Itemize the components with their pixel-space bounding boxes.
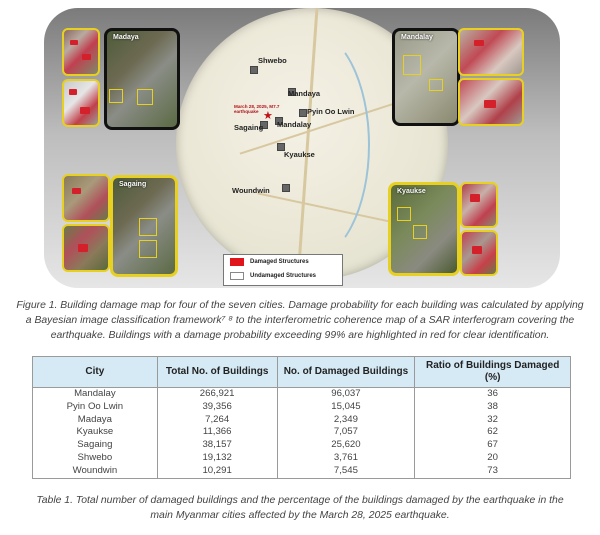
table-row: [33, 465, 571, 478]
earthquake-epicenter-icon: ★: [263, 110, 273, 122]
cell-damaged: 25,620: [277, 439, 415, 452]
cell-total: 10,291: [157, 465, 277, 478]
table-header-row: [33, 357, 571, 388]
kyaukse-panel-title: Kyaukse: [397, 188, 426, 195]
cell-ratio: 38: [415, 401, 571, 414]
cell-total: 19,132: [157, 452, 277, 465]
mandalay-inset-top: [458, 28, 524, 76]
mandalay-panel: [392, 28, 460, 126]
cell-ratio: 73: [415, 465, 571, 478]
city-label-mandaya: Mandaya: [288, 89, 321, 98]
city-label-kyaukse: Kyaukse: [284, 150, 315, 159]
header-city: City: [33, 357, 158, 388]
city-label-mandalay: Mandalay: [277, 120, 312, 129]
cell-total: 266,921: [157, 388, 277, 401]
city-marker-pyin-oo-lwin: [299, 109, 307, 117]
legend-swatch-undamaged: [230, 272, 244, 280]
header-damaged-buildings: No. of Damaged Buildings: [277, 357, 415, 388]
table-row: [33, 388, 571, 401]
damage-map-figure: [44, 8, 560, 288]
mandalay-inset-bottom: [458, 78, 524, 126]
figure-caption: Figure 1. Building damage map for four of the seven cities. Damage probability for each building was calculated by applying a Bayesian image classification framework⁷ ⁸ to the interferometric coherence map of a SAR interferogram covering the earthquake. Buildings with a damage probability exceeding 99% are highlighted in red for clear identification.: [16, 300, 584, 341]
table-row: [33, 401, 571, 414]
city-marker-woundwin: [282, 184, 290, 192]
earthquake-label: March 28, 2025, M7.7 earthquake: [234, 104, 280, 115]
table-row: [33, 439, 571, 452]
cell-city: Mandalay: [33, 388, 158, 401]
cell-city: Woundwin: [33, 465, 158, 478]
cell-damaged: 96,037: [277, 388, 415, 401]
sagaing-inset-bottom: [62, 224, 110, 272]
cell-city: Pyin Oo Lwin: [33, 401, 158, 414]
cell-ratio: 20: [415, 452, 571, 465]
cell-damaged: 7,057: [277, 426, 415, 439]
sagaing-panel: [110, 175, 178, 277]
kyaukse-inset-top: [460, 182, 498, 228]
cell-damaged: 15,045: [277, 401, 415, 414]
damage-table: [32, 356, 571, 479]
cell-city: Madaya: [33, 414, 158, 427]
cell-damaged: 2,349: [277, 414, 415, 427]
cell-ratio: 32: [415, 414, 571, 427]
cell-city: Sagaing: [33, 439, 158, 452]
madaya-panel-title: Madaya: [113, 34, 139, 41]
cell-total: 39,356: [157, 401, 277, 414]
city-label-shwebo: Shwebo: [258, 56, 287, 65]
cell-total: 11,366: [157, 426, 277, 439]
cell-city: Shwebo: [33, 452, 158, 465]
city-label-sagaing: Sagaing: [234, 123, 264, 132]
cell-ratio: 67: [415, 439, 571, 452]
legend-row-undamaged: [224, 269, 342, 283]
cell-city: Kyaukse: [33, 426, 158, 439]
legend-label-undamaged: Undamaged Structures: [250, 273, 317, 279]
city-marker-shwebo: [250, 66, 258, 74]
legend-label-damaged: Damaged Structures: [250, 259, 309, 265]
city-label-pyin-oo-lwin: Pyin Oo Lwin: [307, 107, 355, 116]
header-total-buildings: Total No. of Buildings: [157, 357, 277, 388]
table-caption: Table 1. Total number of damaged buildings and the percentage of the buildings damaged by the earthquake in the main Myanmar cities affected by the March 28, 2025 earthquake.: [36, 495, 564, 521]
kyaukse-inset-bottom: [460, 230, 498, 276]
cell-total: 38,157: [157, 439, 277, 452]
legend-row-damaged: [224, 255, 342, 269]
cell-damaged: 3,761: [277, 452, 415, 465]
city-label-woundwin: Woundwin: [232, 186, 270, 195]
header-damage-ratio: Ratio of Buildings Damaged (%): [415, 357, 571, 388]
mandalay-panel-title: Mandalay: [401, 34, 433, 41]
sagaing-panel-title: Sagaing: [119, 181, 147, 188]
map-legend: [223, 254, 343, 286]
cell-ratio: 62: [415, 426, 571, 439]
madaya-inset-bottom: [62, 79, 100, 127]
table-row: [33, 426, 571, 439]
cell-total: 7,264: [157, 414, 277, 427]
cell-damaged: 7,545: [277, 465, 415, 478]
kyaukse-panel: [388, 182, 460, 276]
madaya-inset-top: [62, 28, 100, 76]
legend-swatch-damaged: [230, 258, 244, 266]
table-row: [33, 414, 571, 427]
cell-ratio: 36: [415, 388, 571, 401]
madaya-panel: [104, 28, 180, 130]
table-row: [33, 452, 571, 465]
sagaing-inset-top: [62, 174, 110, 222]
